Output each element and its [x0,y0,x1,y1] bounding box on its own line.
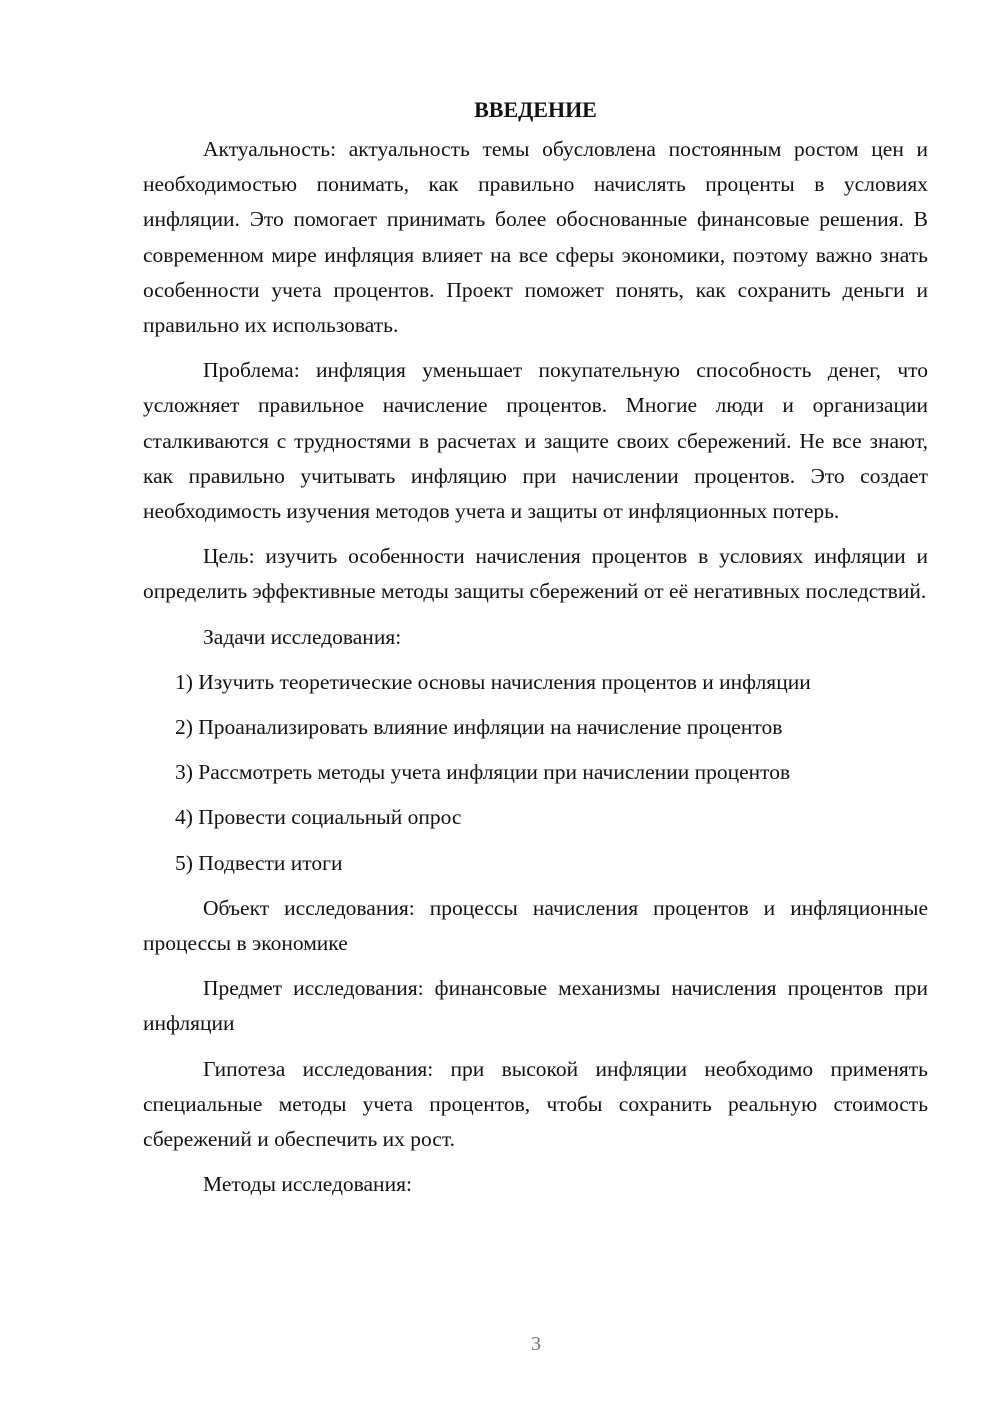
task-item-4: 4) Провести социальный опрос [175,805,462,830]
subject-paragraph: Предмет исследования: финансовые механизмы начисления процентов при инфляции [143,976,928,1036]
task-item-2: 2) Проанализировать влияние инфляции на начисление процентов [175,715,783,740]
tasks-list [143,665,928,881]
task-item-5: 5) Подвести итоги [175,850,343,875]
methods-heading: Методы исследования: [203,1172,412,1197]
document-title: ВВЕДЕНИЕ [474,97,597,122]
task-item-1: 1) Изучить теоретические основы начисления процентов и инфляции [175,669,811,694]
hypothesis-paragraph: Гипотеза исследования: при высокой инфляции необходимо применять специальные методы учета процентов, чтобы сохранить реальную стоимость сбережений и обеспечить их рост. [143,1056,928,1152]
object-paragraph: Объект исследования: процессы начисления процентов и инфляционные процессы в экономике [143,895,928,956]
document-page [143,92,928,1212]
goal-paragraph: Цель: изучить особенности начисления процентов в условиях инфляции и определить эффективные методы защиты сбережений от её негативных последствий. [143,544,928,604]
tasks-heading: Задачи исследования: [203,624,402,649]
page-number: 3 [531,1333,541,1355]
relevance-paragraph: Актуальность: актуальность темы обусловлена постоянным ростом цен и необходимостью понимать, как правильно начислять проценты в условиях инфляции. Это помогает принимать более обоснованные финансовые решения. В современном мире инфляция влияет на все сферы экономики, поэтому важно знать особенности учета процентов. Проект поможет понять, как сохранить деньги и правильно их использовать. [143,137,928,338]
task-item-3: 3) Рассмотреть методы учета инфляции при начислении процентов [175,760,791,785]
problem-paragraph: Проблема: инфляция уменьшает покупательную способность денег, что усложняет правильное начисление процентов. Многие люди и организации сталкиваются с трудностями в расчетах и защите своих сбережений. Не все знают, как правильно учитывать инфляцию при начислении процентов. Это создает необходимость изучения методов учета и защиты от инфляционных потерь. [143,358,928,524]
